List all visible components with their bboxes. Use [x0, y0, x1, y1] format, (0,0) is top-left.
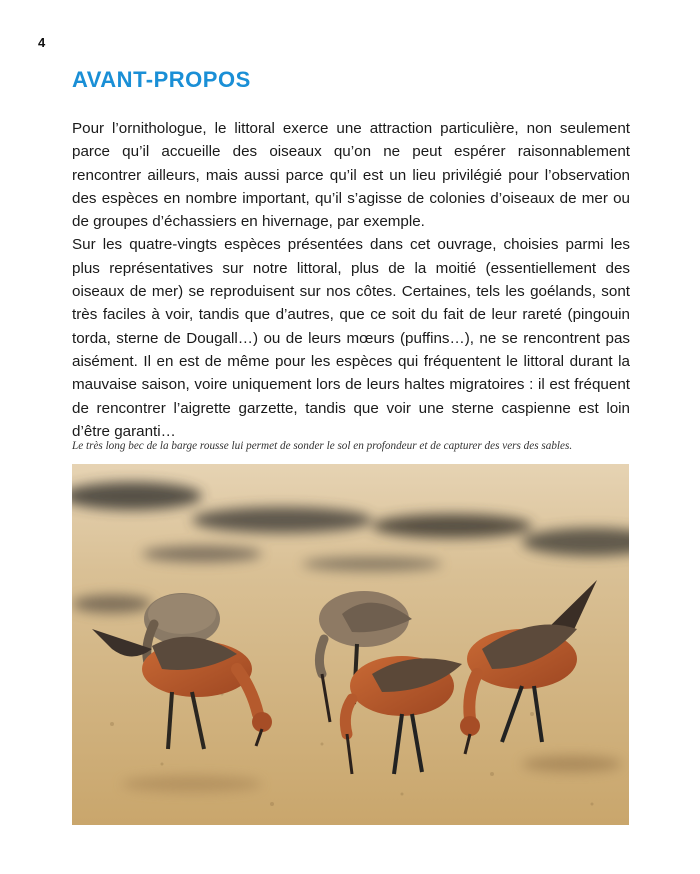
- figure-caption: Le très long bec de la barge rousse lui permet de sonder le sol en profondeur et de capturer des vers des sables.: [72, 440, 573, 452]
- page-title: AVANT-PROPOS: [72, 67, 251, 92]
- page-number: 4: [38, 35, 46, 50]
- bird-photo: [72, 464, 629, 825]
- body-text: [72, 117, 630, 443]
- paragraph-1: Pour l’ornithologue, le littoral exerce une attraction particulière, non seulement parce qu’il accueille des oiseaux qu’on ne peut espérer raisonnablement rencontrer ailleurs, mais aussi parce qu’il est un lieu privilégié pour l’observation des espèces en nombre important, qu’il s’agisse de colonies d’oiseaux de mer ou de groupes d’échassiers en hivernage, par exemple.: [72, 120, 630, 231]
- paragraph-2: Sur les quatre-vingts espèces présentées dans cet ouvrage, choisies parmi les plus représentatives sur notre littoral, plus de la moitié (essentiellement des oiseaux de mer) se reproduisent sur nos côtes. Certaines, tels les goélands, sont très faciles à voir, tandis que d’autres, que ce soit du fait de leur rareté (pingouin torda, sterne de Dougall…) ou de leurs mœurs (puffins…), ne se rencontrent pas aisément. Il en est de même pour les espèces qui fréquentent le littoral durant la mauvaise saison, voire uniquement lors de leurs haltes migratoires : il est fréquent de rencontrer l’aigrette garzette, tandis que voir une sterne caspienne est loin d’être garanti…: [72, 236, 630, 440]
